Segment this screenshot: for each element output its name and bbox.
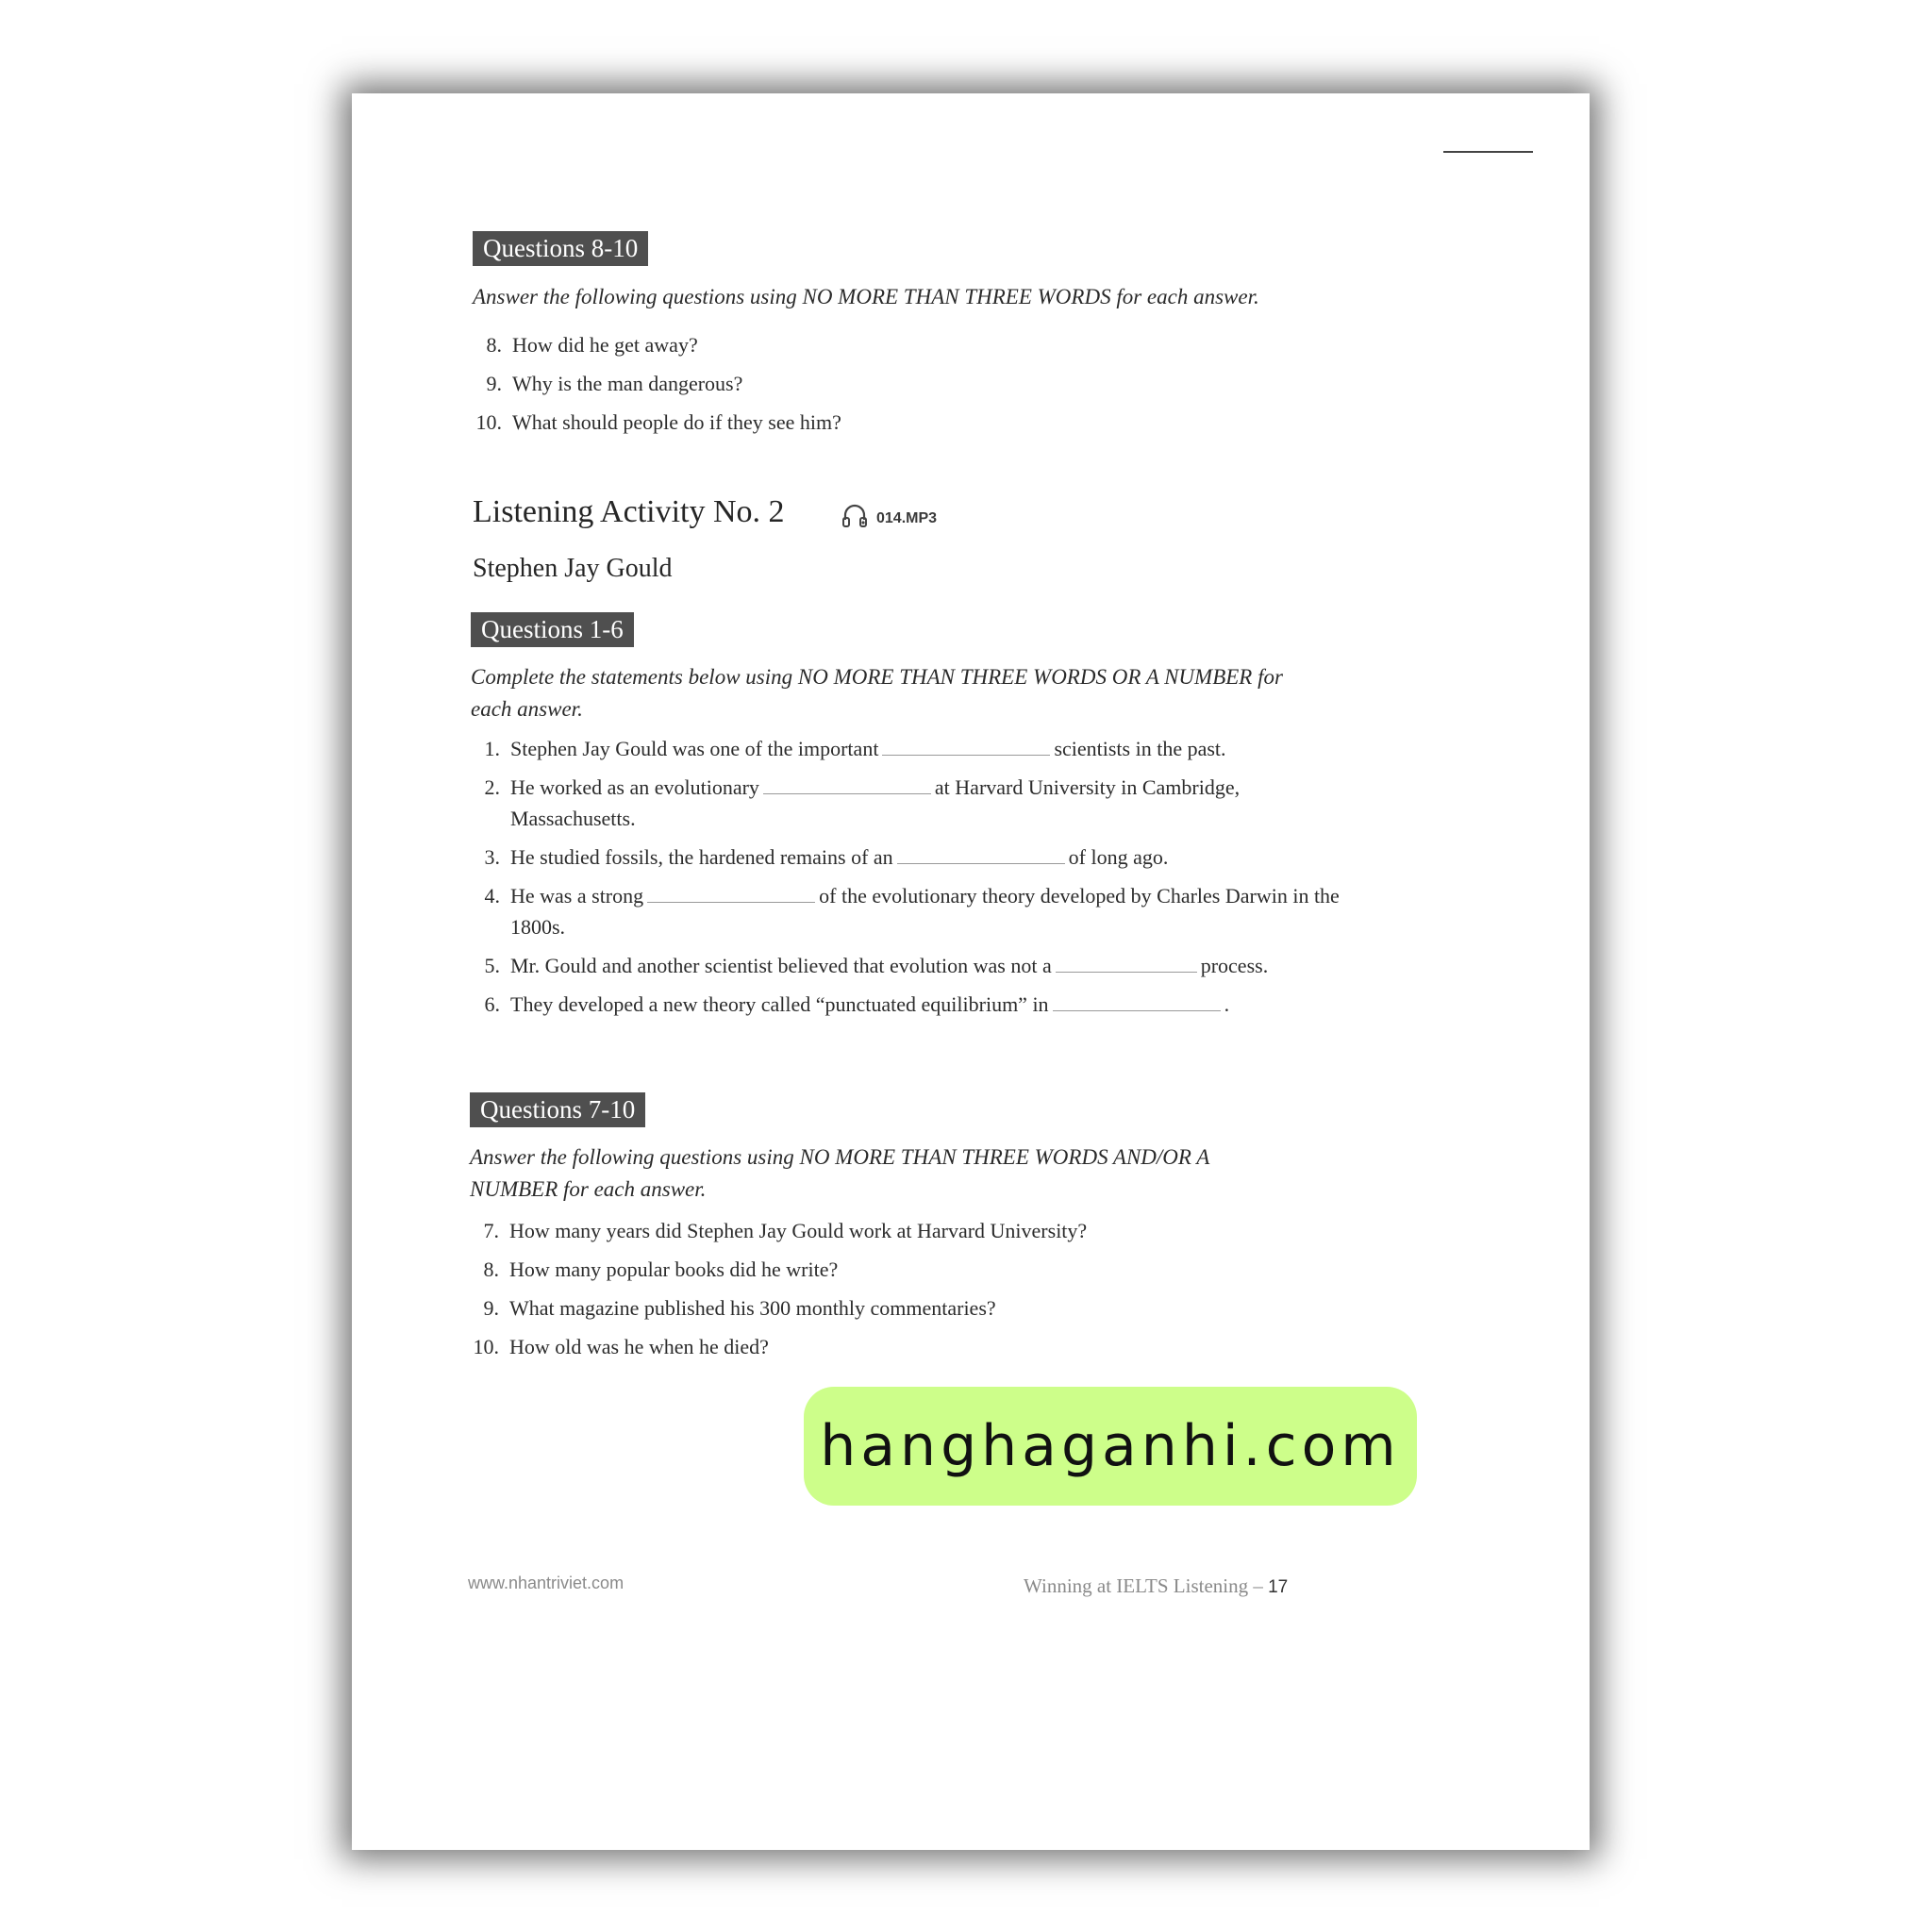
questions-8-10-header: Questions 8-10	[473, 231, 648, 266]
list-item: 8. How many popular books did he write?	[483, 1257, 839, 1281]
headphones-icon	[841, 502, 869, 535]
questions-1-6-header: Questions 1-6	[471, 612, 634, 647]
top-rule	[1443, 151, 1533, 153]
answer-blank	[882, 736, 1050, 756]
footer-book-title: Winning at IELTS Listening	[1024, 1574, 1249, 1597]
book-page	[352, 93, 1590, 1850]
questions-7-10-instruction: Answer the following questions using NO MORE THAN THREE WORDS AND/OR A NUMBER for each answer.	[470, 1145, 1209, 1201]
activity-title: Listening Activity No. 2	[473, 494, 785, 529]
footer-separator: –	[1253, 1574, 1263, 1597]
audio-file-label: 014.MP3	[876, 509, 938, 526]
questions-1-6-list	[471, 733, 1348, 1027]
list-item: 10. What should people do if they see him?	[475, 410, 841, 434]
audio-track	[841, 502, 937, 535]
list-item: 9. Why is the man dangerous?	[486, 372, 743, 395]
page-number: 17	[1268, 1577, 1289, 1597]
answer-blank	[647, 883, 815, 903]
list-item: 10. How old was he when he died?	[473, 1335, 769, 1358]
questions-8-10-instruction: Answer the following questions using NO MORE THAN THREE WORDS for each answer.	[473, 285, 1259, 308]
questions-7-10-header: Questions 7-10	[470, 1092, 645, 1127]
list-item: 3. He studied fossils, the hardened remains of an of long ago.	[484, 845, 1169, 869]
list-item: 1. Stephen Jay Gould was one of the important scientists in the past.	[484, 737, 1226, 760]
list-item: 5. Mr. Gould and another scientist believed that evolution was not a process.	[484, 954, 1269, 977]
list-item: 8. How did he get away?	[486, 333, 698, 357]
answer-blank	[1053, 991, 1221, 1011]
list-item: 4. He was a strong of the evolutionary theory developed by Charles Darwin in the 1800s.	[484, 884, 1340, 939]
watermark-badge	[804, 1387, 1417, 1506]
list-item: 2. He worked as an evolutionary at Harvard University in Cambridge, Massachusetts.	[484, 775, 1241, 830]
list-item: 7. How many years did Stephen Jay Gould work at Harvard University?	[483, 1219, 1088, 1242]
watermark-text: hanghaganhi.com	[820, 1413, 1401, 1479]
answer-blank	[1056, 953, 1197, 973]
activity-subtitle: Stephen Jay Gould	[473, 554, 673, 583]
list-item: 9. What magazine published his 300 monthly commentaries?	[483, 1296, 996, 1320]
answer-blank	[763, 774, 931, 794]
questions-1-6-instruction: Complete the statements below using NO MORE THAN THREE WORDS OR A NUMBER for each answer.	[471, 665, 1283, 721]
questions-8-10-list	[473, 329, 1350, 445]
footer-website: www.nhantriviet.com	[468, 1574, 625, 1592]
list-item: 6. They developed a new theory called “punctuated equilibrium” in .	[484, 992, 1230, 1016]
questions-7-10-list	[470, 1215, 1347, 1370]
footer-book-info	[1024, 1574, 1288, 1598]
answer-blank	[897, 844, 1065, 864]
